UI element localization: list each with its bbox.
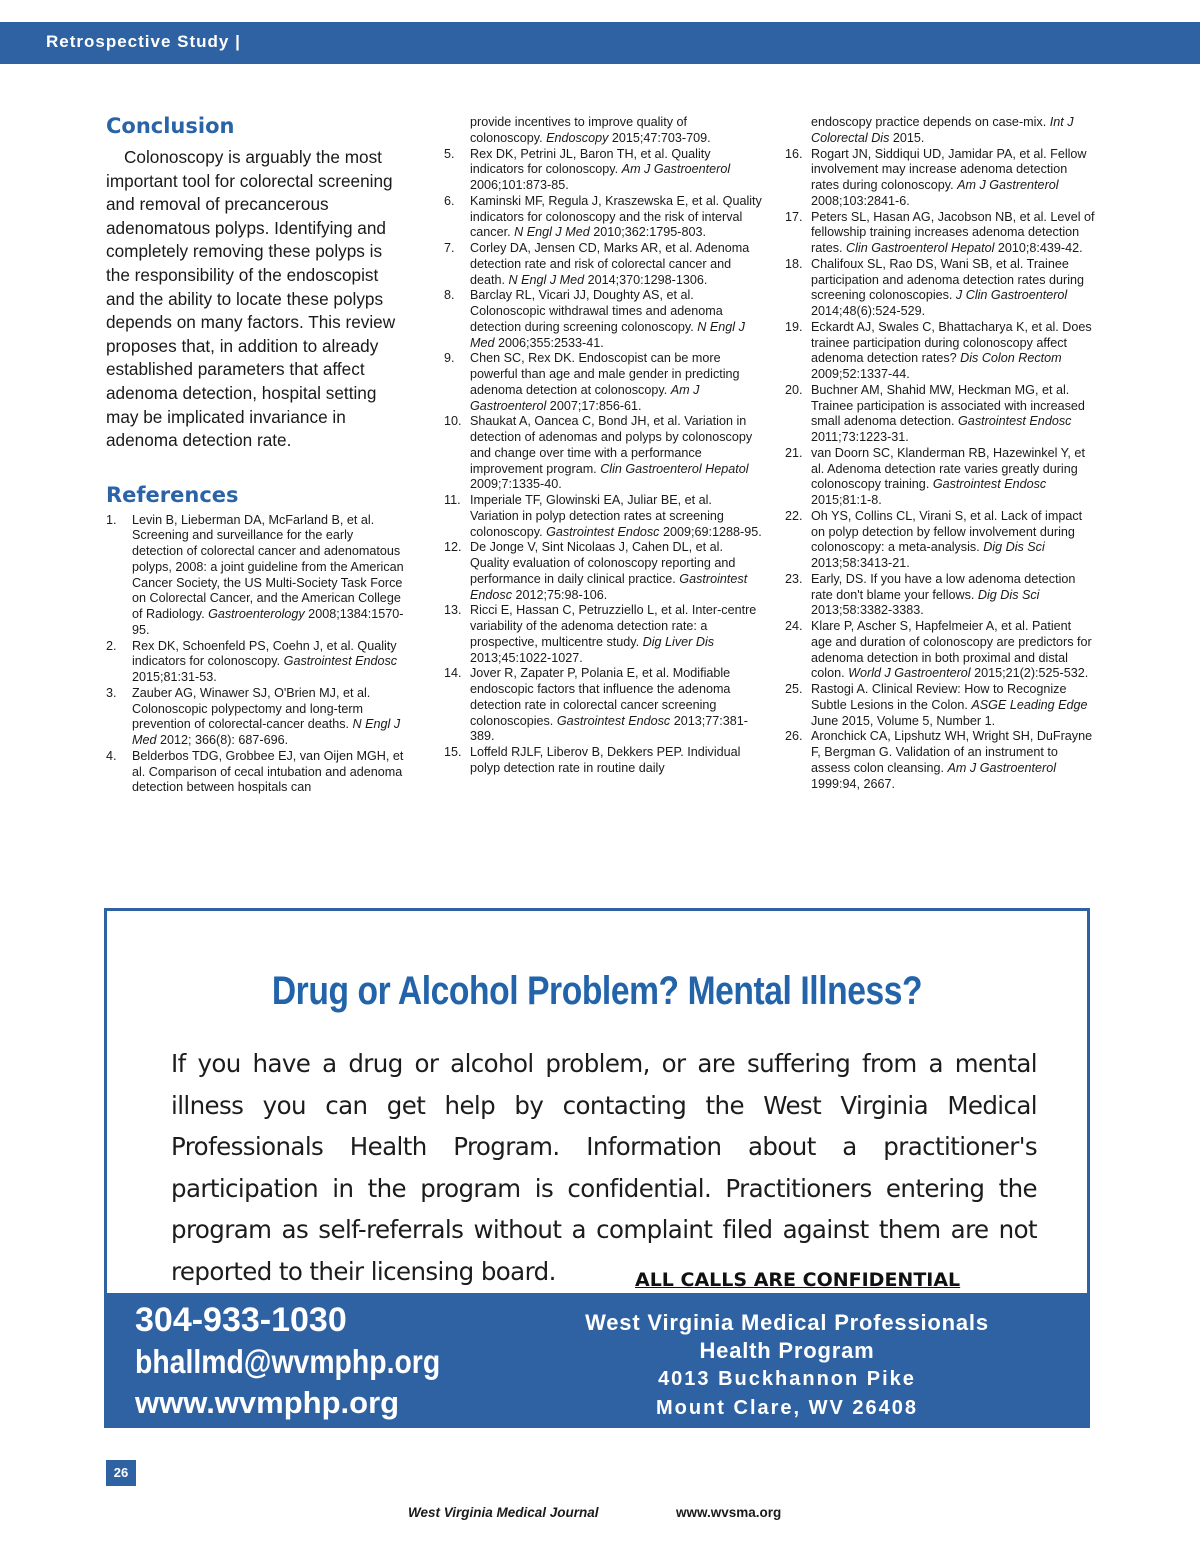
reference-number: 9. (444, 351, 455, 366)
reference-journal: Endoscopy (546, 130, 609, 145)
reference-citation: 2014;48(6):524-529. (811, 304, 926, 318)
reference-number: 20. (785, 382, 803, 397)
reference-item (106, 686, 406, 749)
ad-email-link[interactable]: bhallmd@wvmphp.org (135, 1343, 441, 1380)
reference-citation: 2013;58:3413-21. (811, 556, 910, 570)
reference-journal: Gastrointest Endosc (556, 713, 671, 728)
reference-text: Barclay RL, Vicari JJ, Doughty AS, et al. Colonoscopic withdrawal times and adenoma detection during screening colonoscopy. (470, 288, 723, 334)
reference-text: Klare P, Ascher S, Hapfelmeier A, et al. Patient age and duration of colonoscopy are predictors for adenoma detection in both proximal and distal colon. (811, 619, 1092, 681)
reference-text: Oh YS, Collins CL, Virani S, et al. Lack of impact on polyp detection by fellow involvement during colonoscopy: a meta-analysis. (811, 508, 1083, 555)
reference-number: 2. (106, 638, 117, 653)
reference-list-col2 (444, 147, 762, 777)
reference-list-col1 (106, 513, 406, 797)
reference-number: 23. (785, 571, 803, 586)
reference-number: 4. (106, 748, 117, 763)
reference-item (444, 603, 762, 666)
reference-citation: 2012; 366(8): 687-696. (156, 733, 289, 748)
reference-citation: 2010;8:439-42. (994, 241, 1083, 255)
reference-text: Peters SL, Hasan AG, Jacobson NB, et al. Level of fellowship training increases adenoma detection rates. (811, 209, 1095, 255)
reference-journal: Dis Colon Rectom (960, 351, 1062, 366)
reference-text: Ricci E, Hassan C, Petruzziello L, et al. Inter-centre variability of the adenoma detection rate: a prospective, multicentre study. (470, 603, 757, 649)
reference-number: 16. (785, 146, 803, 161)
reference-journal: N Engl J Med (514, 225, 590, 240)
reference-text: Loffeld RJLF, Liberov B, Dekkers PEP. Individual polyp detection rate in routine daily (470, 745, 741, 775)
reference-journal: Gastrointest Endosc (283, 654, 398, 669)
reference-text: Belderbos TDG, Grobbee EJ, van Oijen MGH, et al. Comparison of cecal intubation and adenoma detection between hospitals can (132, 748, 404, 795)
conclusion-text: Colonoscopy is arguably the most important tool for colorectal screening and removal of precancerous adenomatous polyps. Identifying and completely removing these polyps is the responsibility of the endoscopist and the ability to locate these polyps depends on many factors. This review proposes that, in addition to already established parameters that affect adenoma detection, hospital setting may be implicated invariance in adenoma detection rate. (106, 147, 396, 451)
reference-number: 21. (785, 445, 803, 460)
reference-citation: 2009;7:1335-40. (470, 477, 562, 492)
advertisement-box (104, 908, 1090, 1428)
reference-item (444, 351, 762, 414)
reference-journal: J Clin Gastroenterol (955, 288, 1068, 303)
reference-journal: Clin Gastroenterol Hepatol (600, 461, 749, 476)
reference-number: 8. (444, 288, 455, 303)
reference-journal: Gastrointest Endosc (958, 414, 1072, 429)
reference-citation: June 2015, Volume 5, Number 1. (811, 713, 996, 728)
conclusion-heading: Conclusion (106, 114, 235, 138)
reference-item (106, 639, 406, 686)
reference-continuation (444, 115, 762, 147)
reference-text: Kaminski MF, Regula J, Kraszewska E, et al. Quality indicators for colonoscopy and the risk of interval cancer. (470, 193, 762, 240)
reference-number: 24. (785, 619, 803, 633)
reference-journal: Am J Gastroenterol (947, 760, 1057, 775)
reference-journal: Dig Dis Sci (977, 587, 1040, 602)
reference-citation: 2015. (889, 130, 925, 145)
reference-citation: 2015;81:31-53. (132, 670, 217, 685)
reference-citation: 2009;69:1288-95. (659, 524, 762, 539)
reference-text: van Doorn SC, Klanderman RB, Hazewinkel Y, et al. Adenoma detection rate varies greatly during colonoscopy training. (811, 445, 1085, 492)
reference-text: Eckardt AJ, Swales C, Bhattacharya K, et al. Does trainee participation during colonoscopy affect adenoma detection rates? (811, 319, 1092, 366)
ad-address-line2: Mount Clare, WV 26408 (655, 1397, 919, 1419)
reference-item (444, 493, 762, 540)
reference-number: 6. (444, 193, 455, 208)
reference-text: Rogart JN, Siddiqui UD, Jamidar PA, et al. Fellow involvement may increase adenoma detection rates during colonoscopy. (811, 146, 1087, 192)
reference-journal: N Engl J Med (508, 272, 585, 287)
reference-item (444, 540, 762, 603)
reference-item (785, 509, 1095, 572)
reference-citation: 2006;101:873-85. (470, 178, 569, 192)
reference-journal: Gastrointest Endosc (470, 571, 748, 602)
reference-item (444, 288, 762, 351)
reference-text: Early, DS. If you have a low adenoma detection rate don't blame your fellows. (811, 571, 1076, 602)
reference-number: 14. (444, 666, 462, 681)
reference-citation: 2008;1384:1570-95. (132, 607, 404, 637)
reference-journal: World J Gastroenterol (848, 666, 971, 681)
reference-text: Imperiale TF, Glowinski EA, Juliar BE, et al. Variation in polyp detection rates at screening colonoscopy. (470, 493, 724, 539)
reference-number: 26. (785, 729, 803, 744)
reference-citation: 2006;355:2533-41. (494, 335, 604, 350)
ad-website-link[interactable]: www.wvmphp.org (135, 1385, 400, 1420)
reference-citation: 2014;370:1298-1306. (584, 272, 708, 287)
reference-citation: 2015;47:703-709. (608, 130, 711, 145)
reference-text: Zauber AG, Winawer SJ, O'Brien MJ, et al. Colonoscopic polypectomy and long-term prevention of colorectal-cancer deaths. (132, 685, 371, 732)
reference-citation: 2011;73:1223-31. (811, 430, 909, 444)
references-heading: References (106, 482, 239, 507)
reference-item (785, 572, 1095, 619)
reference-citation: 2010;362:1795-803. (589, 225, 706, 240)
reference-list-col3 (785, 147, 1095, 793)
reference-continuation (785, 115, 1095, 147)
reference-text: Levin B, Lieberman DA, McFarland B, et al. Screening and surveillance for the early detection of colorectal cancer and adenomatous polyps, 2008: a joint guideline from the American Cancer Society, the US Multi-Society Task Force on Colorectal Cancer, and the American College of Radiology. (132, 512, 404, 622)
reference-number: 7. (444, 241, 455, 255)
footer-website: www.wvsma.org (676, 1505, 782, 1520)
reference-citation: 2015;81:1-8. (811, 493, 882, 507)
reference-number: 11. (444, 493, 461, 507)
reference-item (785, 383, 1095, 446)
reference-item (785, 210, 1095, 257)
reference-number: 13. (444, 603, 462, 618)
reference-journal: Am J Gastroenterol (470, 382, 700, 413)
reference-journal: N Engl J Med (470, 319, 745, 350)
reference-text: Buchner AM, Shahid MW, Heckman MG, et al. Trainee participation is associated with increased small adenoma detection. (811, 382, 1085, 429)
reference-text: provide incentives to improve quality of colonoscopy. (470, 115, 688, 145)
reference-item (444, 241, 762, 288)
reference-journal: Gastrointest Endosc (932, 477, 1047, 492)
page-number: 26 (106, 1460, 136, 1486)
ad-title: Drug or Alcohol Problem? Mental Illness? (271, 969, 923, 1013)
reference-item (444, 194, 762, 241)
reference-citation: 2007;17:856-61. (546, 398, 642, 413)
reference-text: Jover R, Zapater P, Polania E, et al. Modifiable endoscopic factors that influence the adenoma detection rate in colorectal cancer screening colonoscopies. (470, 666, 731, 728)
reference-number: 18. (785, 256, 803, 271)
reference-number: 3. (106, 685, 117, 700)
reference-citation: 2013;77:381-389. (470, 713, 748, 744)
reference-number: 17. (785, 209, 803, 224)
column-1 (106, 114, 406, 796)
header-bar (0, 22, 1200, 64)
reference-number: 15. (444, 745, 462, 759)
reference-journal: Am J Gastroenterol (621, 162, 731, 177)
reference-citation: 2012;75:98-106. (512, 587, 608, 602)
reference-text: Aronchick CA, Lipshutz WH, Wright SH, DuFrayne F, Bergman G. Validation of an instrument to assess colon cleansing. (811, 729, 1093, 775)
ad-confidential-note: ALL CALLS ARE CONFIDENTIAL (635, 1269, 961, 1291)
reference-journal: Gastroenterology (208, 607, 305, 622)
ad-address-line1: 4013 Buckhannon Pike (658, 1368, 916, 1390)
reference-item (785, 320, 1095, 383)
reference-number: 1. (106, 512, 117, 527)
column-2 (444, 114, 762, 777)
ad-contact-band (107, 1293, 1087, 1425)
reference-journal: Am J Gastrenterol (957, 178, 1059, 192)
reference-text: Rastogi A. Clinical Review: How to Recognize Subtle Lesions in the Colon. (811, 682, 1067, 712)
ad-address (547, 1365, 1027, 1423)
reference-text: Shaukat A, Oancea C, Bond JH, et al. Variation in detection of adenomas and polyps by colonoscopy and change over time with a performance improvement program. (470, 414, 753, 476)
reference-text: Rex DK, Schoenfeld PS, Coehn J, et al. Quality indicators for colonoscopy. (132, 638, 397, 669)
ad-body: If you have a drug or alcohol problem, or are suffering from a mental illness you can get help by contacting the West Virginia Medical Professionals Health Program. Information about a practitioner's participation in the program is confidential. Practitioners entering the program as self-referrals without a complaint filed against them are not reported to their licensing board. (171, 1049, 1037, 1286)
reference-text: Chen SC, Rex DK. Endoscopist can be more powerful than age and male gender in predicting adenoma detection at colonoscopy. (470, 351, 740, 397)
reference-item (444, 147, 762, 194)
reference-text: endoscopy practice depends on case-mix. (811, 115, 1050, 129)
ad-org-line1: West Virginia Medical Professionals (585, 1310, 989, 1335)
ad-organization (547, 1309, 1027, 1365)
ad-phone: 304-933-1030 (135, 1301, 347, 1339)
reference-number: 19. (785, 319, 803, 334)
reference-journal: Int J Colorectal Dis (811, 115, 1074, 145)
reference-journal: Dig Liver Dis (642, 634, 715, 649)
reference-journal: N Engl J Med (132, 717, 401, 748)
reference-number: 12. (444, 540, 462, 555)
reference-citation: 2013;58:3382-3383. (811, 603, 924, 618)
ad-org-line2: Health Program (699, 1338, 875, 1363)
reference-journal: Gastrointest Endosc (546, 524, 660, 539)
reference-journal: ASGE Leading Edge (971, 697, 1088, 712)
reference-journal: Dig Dis Sci (983, 540, 1045, 555)
footer-journal-name: West Virginia Medical Journal (408, 1505, 599, 1520)
reference-item (444, 745, 762, 777)
reference-text: De Jonge V, Sint Nicolaas J, Cahen DL, et al. Quality evaluation of colonoscopy reporting and performance in daily clinical practice. (470, 540, 736, 586)
reference-item (785, 729, 1095, 792)
section-label: Retrospective Study | (46, 32, 241, 51)
reference-number: 22. (785, 508, 803, 523)
reference-item (106, 513, 406, 639)
reference-citation: 2015;21(2):525-532. (970, 666, 1089, 681)
reference-citation: 2008;103:2841-6. (811, 193, 910, 208)
reference-item (785, 446, 1095, 509)
reference-item (444, 414, 762, 493)
reference-item (444, 666, 762, 745)
reference-journal: Clin Gastroenterol Hepatol (846, 241, 995, 255)
reference-item (106, 749, 406, 796)
reference-citation: 2009;52:1337-44. (811, 367, 910, 381)
reference-citation: 2013;45:1022-1027. (470, 650, 583, 665)
reference-item (785, 147, 1095, 210)
reference-item (785, 619, 1095, 682)
reference-text: Chalifoux SL, Rao DS, Wani SB, et al. Trainee participation and adenoma detection rates during screening colonoscopies. (811, 256, 1085, 303)
reference-citation: 1999:94, 2667. (811, 776, 896, 791)
reference-text: Corley DA, Jensen CD, Marks AR, et al. Adenoma detection rate and risk of colorectal cancer and death. (470, 241, 750, 287)
reference-item (785, 682, 1095, 729)
reference-number: 5. (444, 146, 455, 161)
reference-text: Rex DK, Petrini JL, Baron TH, et al. Quality indicators for colonoscopy. (470, 146, 711, 177)
reference-number: 25. (785, 682, 803, 696)
column-3 (785, 114, 1095, 792)
reference-number: 10. (444, 414, 462, 429)
reference-item (785, 257, 1095, 320)
